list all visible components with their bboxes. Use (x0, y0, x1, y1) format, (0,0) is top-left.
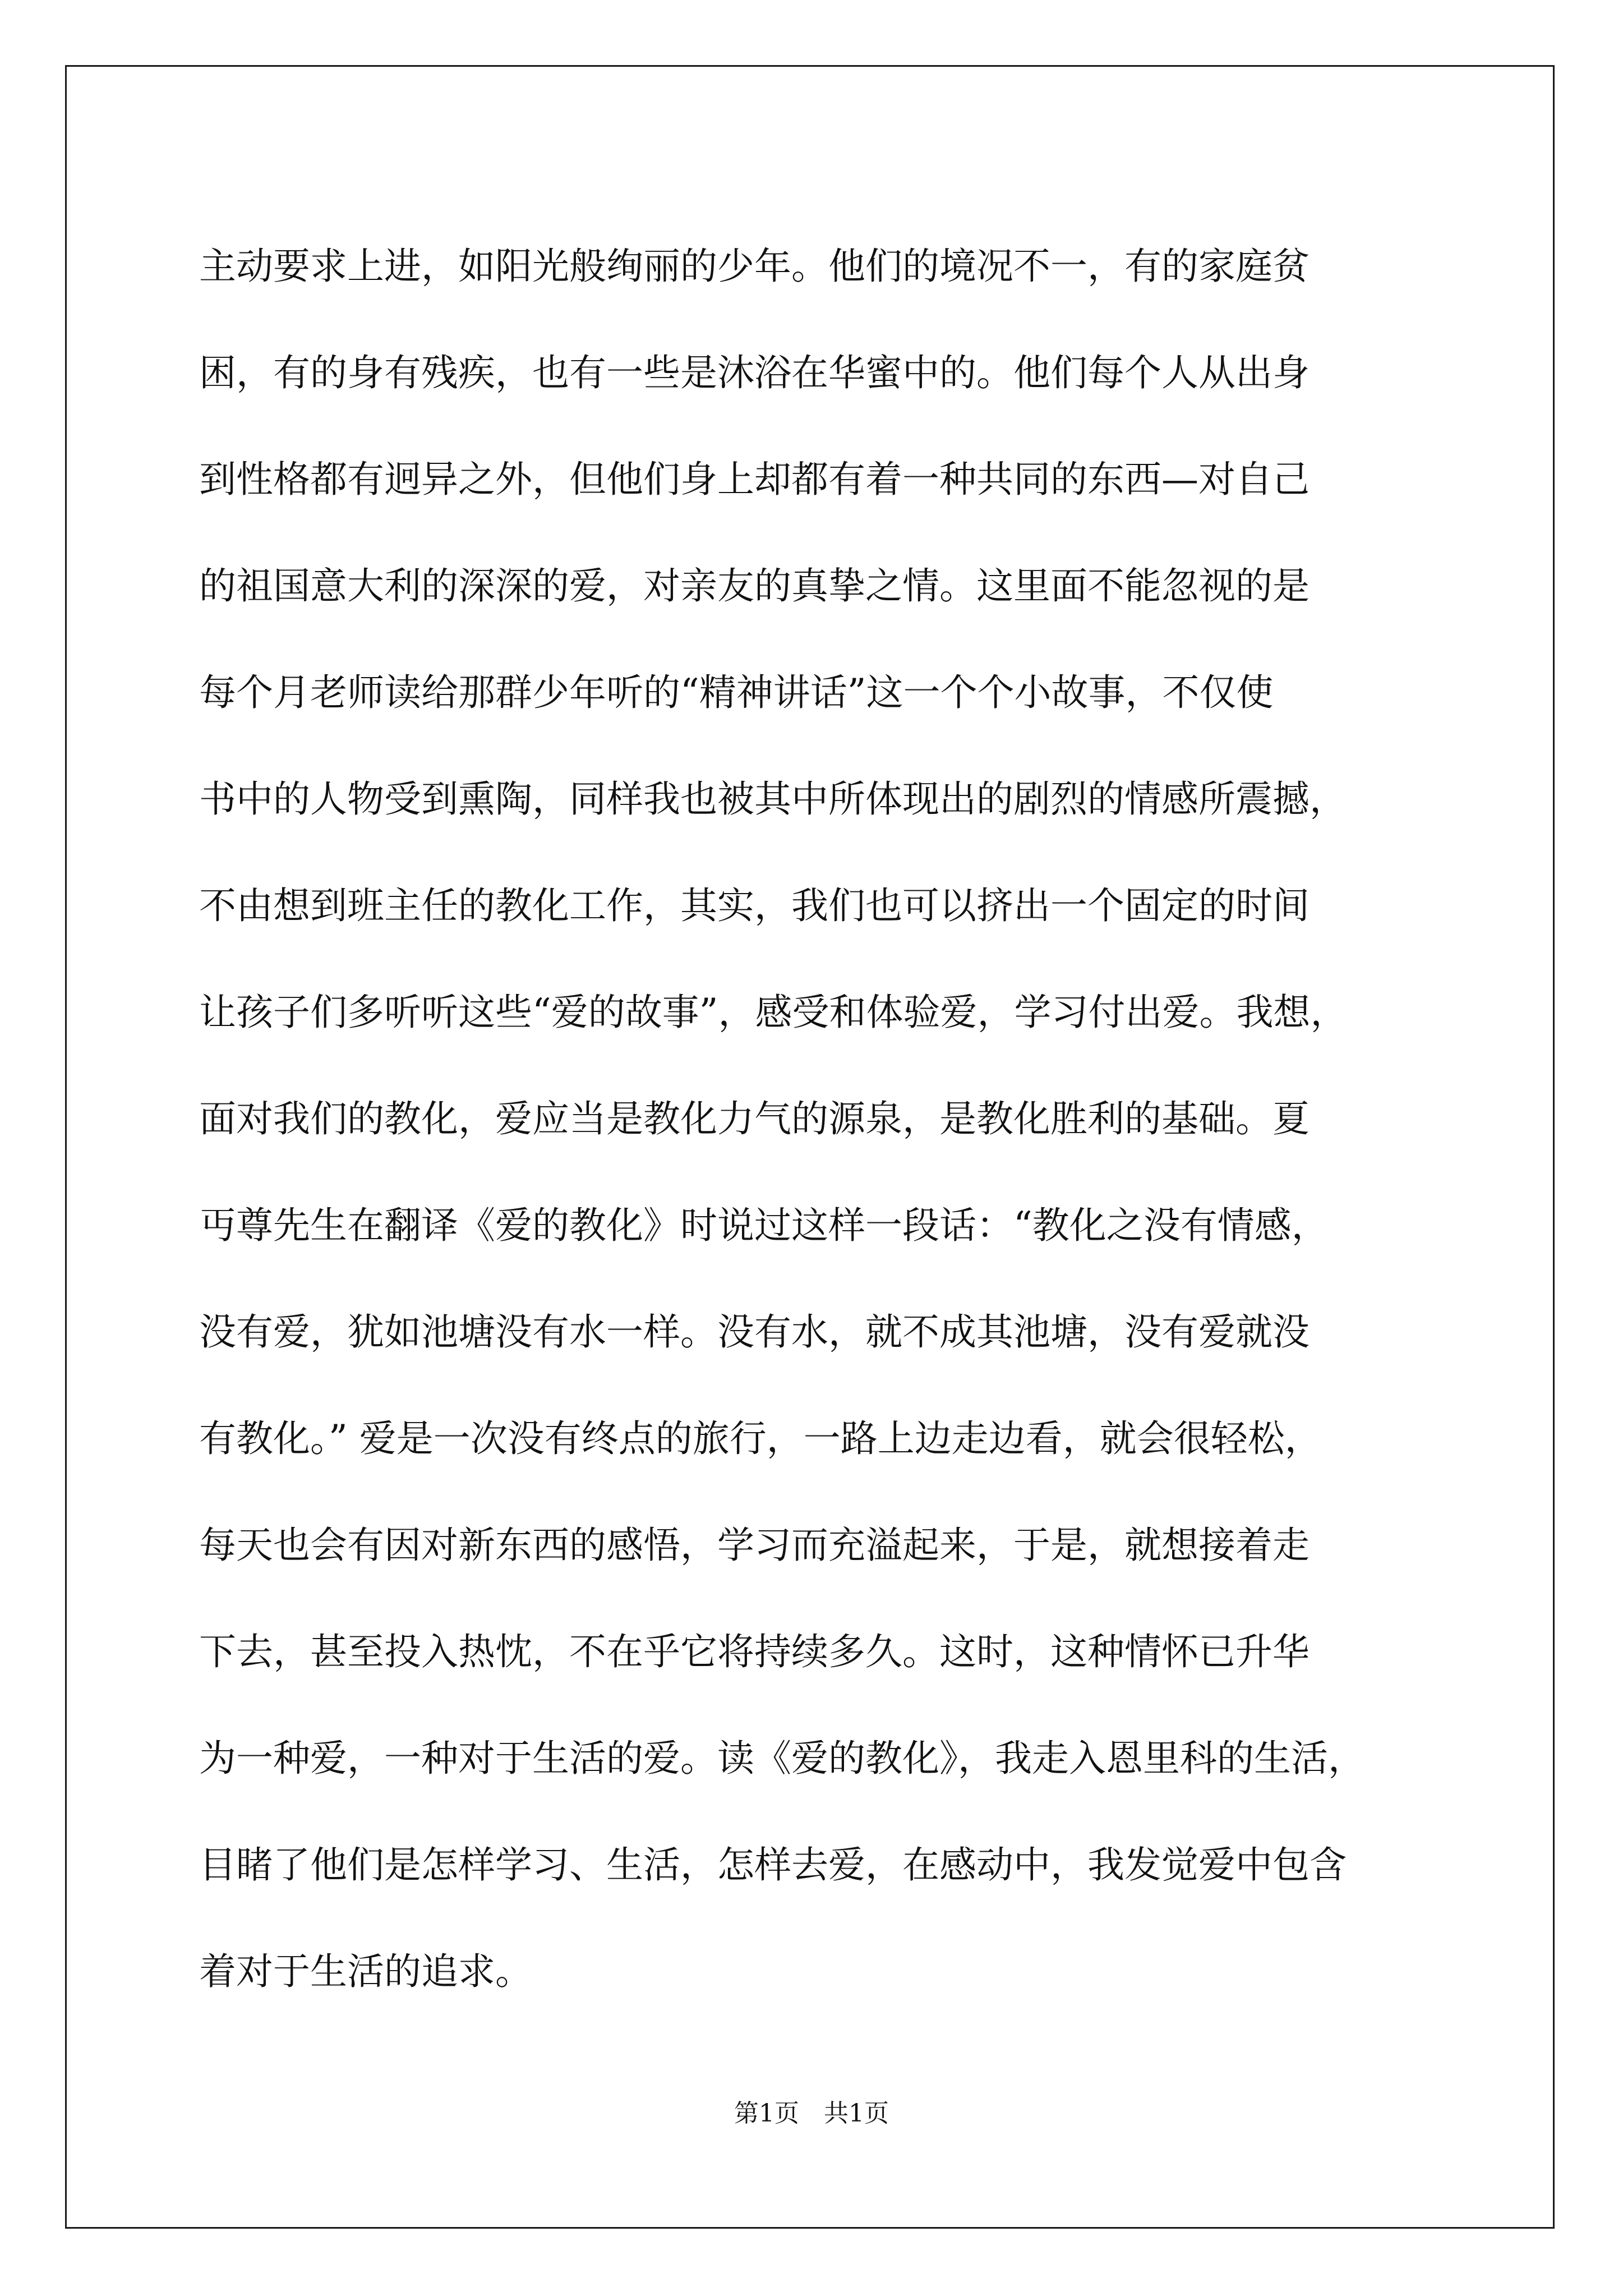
text-line: 的祖国意大利的深深的爱，对亲友的真挚之情。这里面不能忽视的是 (199, 564, 1310, 608)
text-line: 没有爱，犹如池塘没有水一样。没有水，就不成其池塘，没有爱就没 (199, 1310, 1310, 1354)
body-text (199, 213, 1433, 2025)
text-line: 为一种爱，一种对于生活的爱。读《爱的教化》，我走入恩里科的生活， (199, 1737, 1365, 1780)
text-line: 让孩子们多听听这些“爱的故事”，感受和体验爱，学习付出爱。我想， (199, 991, 1348, 1034)
text-line: 丏尊先生在翻译《爱的教化》时说过这样一段话：“教化之没有情感， (199, 1204, 1329, 1247)
text-line: 着对于生活的追求。 (199, 1950, 532, 1993)
text-line: 不由想到班主任的教化工作，其实，我们也可以挤出一个固定的时间 (199, 884, 1310, 927)
text-line: 目睹了他们是怎样学习、生活，怎样去爱，在感动中，我发觉爱中包含 (199, 1843, 1347, 1887)
text-line: 困，有的身有残疾，也有一些是沐浴在华蜜中的。他们每个人从出身 (199, 351, 1310, 394)
text-line: 面对我们的教化，爱应当是教化力气的源泉，是教化胜利的基础。夏 (199, 1097, 1310, 1140)
text-line: 书中的人物受到熏陶，同样我也被其中所体现出的剧烈的情感所震撼， (199, 777, 1347, 821)
text-line: 有教化。” 爱是一次没有终点的旅行，一路上边走边看，就会很轻松， (199, 1417, 1322, 1460)
text-line: 每个月老师读给那群少年听的“精神讲话”这一个个小故事，不仅使 (199, 671, 1274, 714)
page-number-footer: 第1页 共1页 (734, 2099, 889, 2128)
text-line: 每天也会有因对新东西的感悟，学习而充溢起来，于是，就想接着走 (199, 1524, 1310, 1567)
text-line: 下去，甚至投入热忱，不在乎它将持续多久。这时，这种情怀已升华 (199, 1630, 1310, 1673)
text-line: 到性格都有迥异之外，但他们身上却都有着一种共同的东西—对自己 (199, 458, 1310, 501)
text-line: 主动要求上进，如阳光般绚丽的少年。他们的境况不一，有的家庭贫 (199, 245, 1310, 288)
